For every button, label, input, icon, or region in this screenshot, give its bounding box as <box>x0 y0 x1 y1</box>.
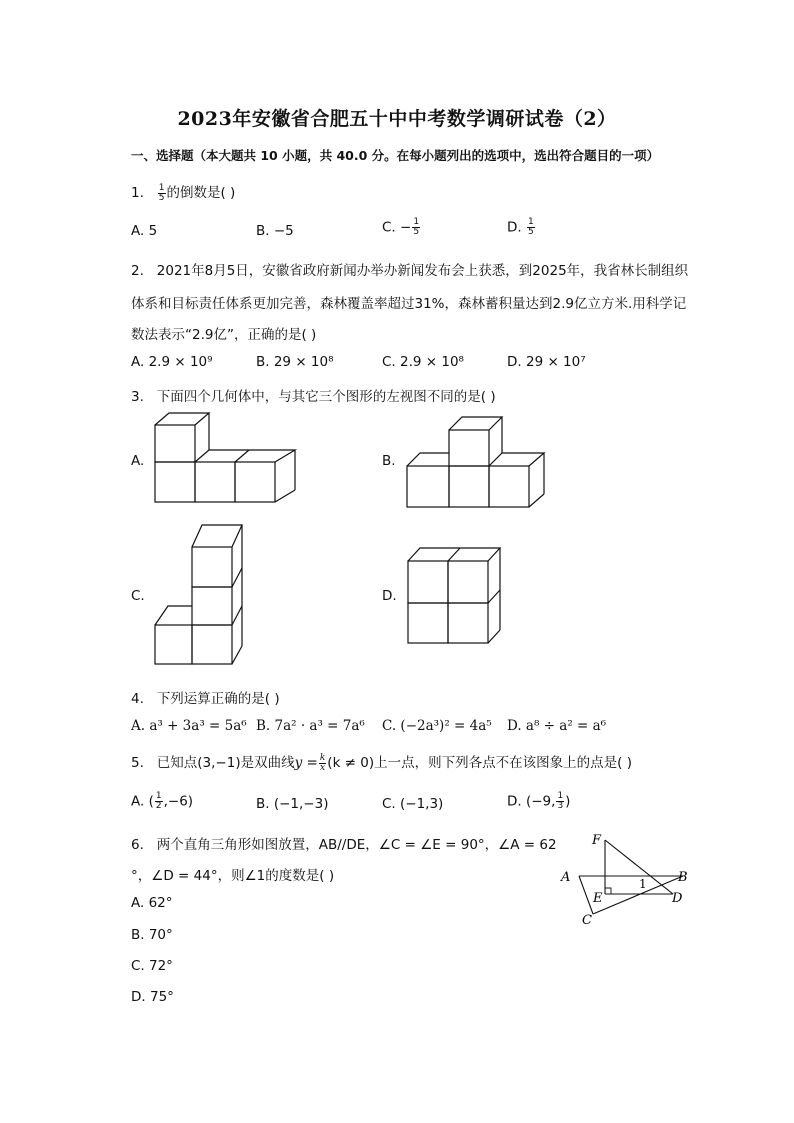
q3-figure-a <box>150 410 305 510</box>
q2-option-a: A. 2.9 × 10⁹ <box>131 354 213 370</box>
q2-option-c: C. 2.9 × 10⁸ <box>382 354 464 370</box>
point-label-a: A <box>561 870 571 885</box>
question-6-line2: °，∠D = 44°，则∠1的度数是( ) <box>131 868 335 884</box>
question-2-line2: 体系和目标责任体系更加完善，森林覆盖率超过31%，森林蓄积量达到2.9亿立方米.用科学记 <box>131 296 687 312</box>
q3-figure-d <box>402 543 507 648</box>
q5-option-c: C. (−1,3) <box>382 796 444 812</box>
q6-option-a: A. 62° <box>131 895 173 911</box>
q4-option-b: B. 7a² · a³ = 7a⁶ <box>256 718 365 734</box>
question-1-number: 1. <box>131 185 144 201</box>
q1-option-b: B. −5 <box>256 223 294 239</box>
q1-option-c: C. − $\frac{1}{5}$ <box>382 217 420 237</box>
question-3-stem: 3. 下面四个几何体中，与其它三个图形的左视图不同的是( ) <box>131 389 496 405</box>
q3-option-c-label: C. <box>131 588 145 604</box>
question-1-text: 的倒数是( ) <box>166 185 236 201</box>
q1-option-d: D. $\frac{1}{5}$ <box>507 217 534 237</box>
q5-option-a: A. ( $\frac{1}{2}$ ,−6) <box>131 791 194 811</box>
page-title: 2023年安徽省合肥五十中中考数学调研试卷（2） <box>177 108 617 130</box>
question-1-stem <box>131 181 235 203</box>
q4-option-a: A. a³ + 3a³ = 5a⁶ <box>131 718 247 734</box>
section-heading: 一、选择题（本大题共 10 小题，共 40.0 分。在每小题列出的选项中，选出符合题目的一项） <box>131 148 660 163</box>
q3-option-d-label: D. <box>382 588 397 604</box>
q4-option-d: D. a⁸ ÷ a² = a⁶ <box>507 718 607 734</box>
question-4-stem: 4. 下列运算正确的是( ) <box>131 691 280 707</box>
q3-option-a-label: A. <box>131 453 145 469</box>
q1-option-a: A. 5 <box>131 223 158 239</box>
question-2-line1: 2. 2021年8月5日，安徽省政府新闻办举办新闻发布会上获悉，到2025年，我省林长制组织 <box>131 263 689 279</box>
point-label-c: C <box>582 913 592 928</box>
point-label-f: F <box>592 833 602 848</box>
segment-cb <box>593 876 683 914</box>
point-label-e: E <box>593 891 603 906</box>
q2-option-d: D. 29 × 10⁷ <box>507 354 586 370</box>
q6-option-b: B. 70° <box>131 927 173 943</box>
question-2-line3: 数法表示“2.9亿”，正确的是( ) <box>131 327 317 343</box>
point-label-d: D <box>672 891 683 906</box>
angle-label-1: 1 <box>639 877 647 891</box>
q3-figure-b <box>402 412 552 512</box>
q6-option-d: D. 75° <box>131 989 174 1005</box>
q2-option-b: B. 29 × 10⁸ <box>256 354 334 370</box>
q6-triangle-figure <box>555 828 705 932</box>
q3-option-b-label: B. <box>382 453 396 469</box>
q3-figure-c <box>150 520 250 670</box>
question-5-stem: 5. 已知点(3,−1)是双曲线y = $\frac{k}{x}$ (k ≠ 0)上一点，则下列各点不在该图象上的点是( ) <box>131 752 632 773</box>
q6-option-c: C. 72° <box>131 958 173 974</box>
q5-option-b: B. (−1,−3) <box>256 796 329 812</box>
segment-ac <box>579 876 593 914</box>
q5-option-d: D. (−9, $\frac{1}{3}$ ) <box>507 791 571 811</box>
point-label-b: B <box>678 870 688 885</box>
q4-option-c: C. (−2a³)² = 4a⁵ <box>382 718 492 734</box>
q1-fraction: $\frac{1}{5}$ <box>158 182 165 203</box>
question-6-line1: 6. 两个直角三角形如图放置，AB//DE，∠C = ∠E = 90°，∠A = 62 <box>131 837 557 853</box>
